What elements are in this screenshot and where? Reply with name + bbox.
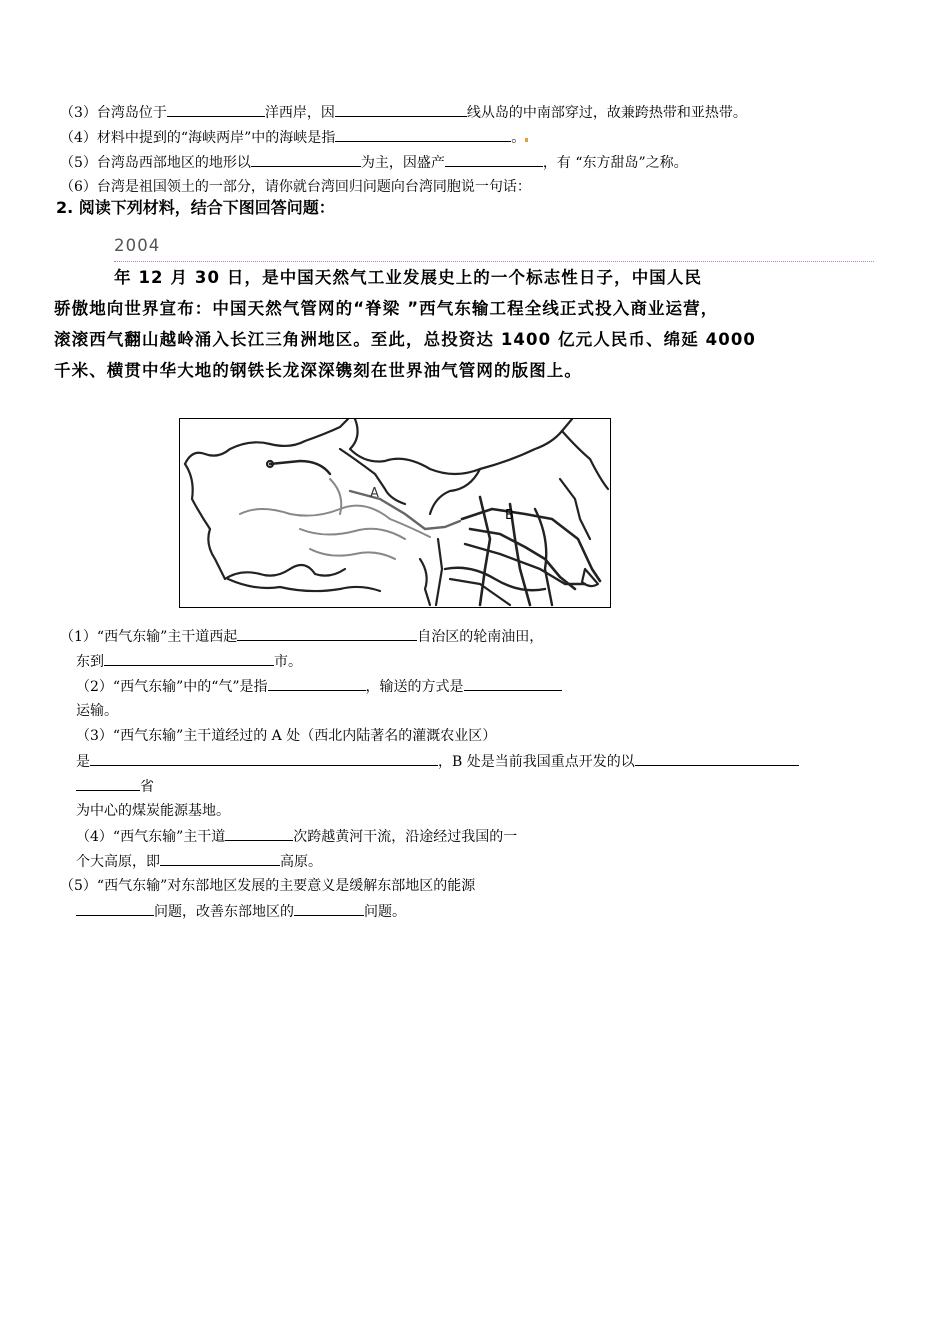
q2-item-5-cont: 问题，改善东部地区的 问题。 bbox=[76, 902, 406, 921]
answer-blank[interactable] bbox=[167, 103, 265, 117]
q2-item-1: （1）“西气东输”主干道西起 自治区的轮南油田， bbox=[60, 629, 544, 645]
answer-blank[interactable] bbox=[104, 652, 274, 666]
answer-blank[interactable] bbox=[160, 852, 280, 866]
q2-item-4: （4）“西气东输”主干道 次跨越黄河干流，沿途经过我国的一 bbox=[76, 829, 518, 845]
q2-item-3-end: 为中心的煤炭能源基地。 bbox=[76, 803, 230, 819]
q2-heading: 2. 阅读下列材料，结合下图回答问题： bbox=[56, 198, 335, 217]
answer-blank[interactable] bbox=[294, 902, 364, 916]
q2-item-3-province: 省 bbox=[76, 777, 154, 796]
pipeline-map bbox=[179, 418, 611, 608]
answer-blank[interactable] bbox=[445, 153, 543, 167]
q2-item-2-cont: 运输。 bbox=[76, 703, 118, 719]
answer-blank[interactable] bbox=[464, 677, 562, 691]
passage-line-2: 骄傲地向世界宣布：中国天然气管网的“脊梁 ”西气东输工程全线正式投入商业运营， bbox=[54, 299, 719, 318]
answer-blank[interactable] bbox=[76, 902, 154, 916]
q2-item-1-cont: 东到 市。 bbox=[76, 654, 302, 670]
answer-blank[interactable] bbox=[335, 103, 467, 117]
q1-item-5: （5）台湾岛西部地区的地形以 为主，因盛产 ，有 “东方甜岛”之称。 bbox=[60, 155, 688, 171]
q1-item-6: （6）台湾是祖国领土的一部分，请你就台湾回归问题向台湾同胞说一句话： bbox=[60, 179, 531, 195]
q2-item-4-cont: 个大高原，即 高原。 bbox=[76, 854, 322, 870]
map-label-b: B bbox=[505, 508, 514, 523]
passage-line-4: 千米、横贯中华大地的钢铁长龙深深镌刻在世界油气管网的版图上。 bbox=[54, 361, 582, 380]
q2-item-3: （3）“西气东输”主干道经过的 A 处（西北内陆著名的灌溉农业区） bbox=[76, 728, 497, 744]
answer-blank[interactable] bbox=[251, 153, 361, 167]
q1-item-3: （3）台湾岛位于 洋西岸，因 线从岛的中南部穿过，故兼跨热带和亚热带。 bbox=[60, 105, 747, 121]
answer-blank[interactable] bbox=[635, 752, 799, 766]
answer-blank[interactable] bbox=[237, 627, 417, 641]
passage-line-3: 滚滚西气翻山越岭涌入长江三角洲地区。至此，总投资达 1400 亿元人民币、绵延 4000 bbox=[54, 330, 756, 349]
answer-blank[interactable] bbox=[225, 827, 293, 841]
q2-item-3-cont: 是 ，B 处是当前我国重点开发的以 bbox=[76, 752, 799, 771]
passage-line-1: 2004 年 12 月 30 日，是中国天然气工业发展史上的一个标志性日子，中国人民 bbox=[54, 230, 874, 293]
reading-passage bbox=[54, 230, 874, 386]
answer-blank[interactable] bbox=[90, 752, 438, 766]
answer-blank[interactable] bbox=[76, 777, 140, 791]
map-label-a: A bbox=[370, 486, 379, 501]
pipeline-map-drawing bbox=[180, 419, 610, 607]
answer-blank[interactable] bbox=[268, 677, 366, 691]
edit-mark bbox=[525, 138, 528, 142]
q1-item-4: （4）材料中提到的“海峡两岸”中的海峡是指 。 bbox=[60, 128, 528, 147]
q2-item-5: （5）“西气东输”对东部地区发展的主要意义是缓解东部地区的能源 bbox=[60, 878, 476, 894]
q2-item-2: （2）“西气东输”中的“气”是指 ，输送的方式是 bbox=[76, 677, 562, 696]
answer-blank[interactable] bbox=[335, 128, 511, 142]
